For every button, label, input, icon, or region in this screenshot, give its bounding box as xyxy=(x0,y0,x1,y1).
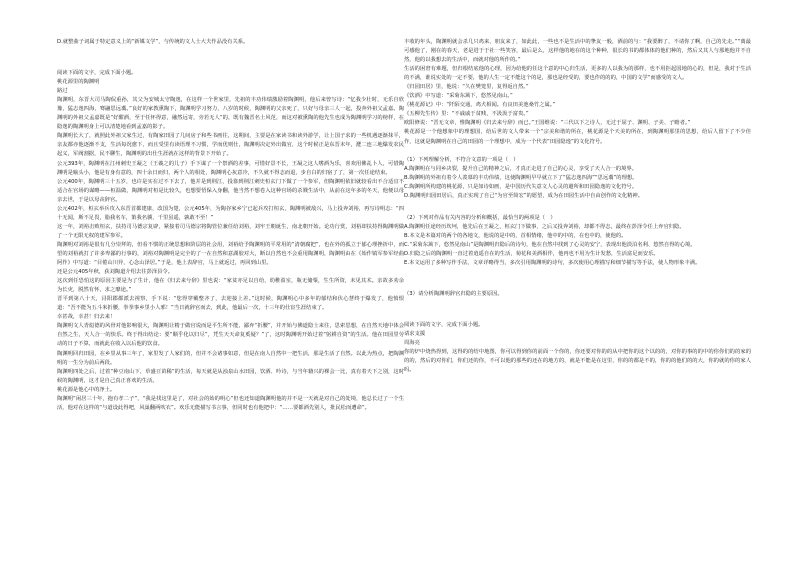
left-column-paragraph: 公元400年，陶渊明三十五岁，也许是实在过不下去了，他并是到荆江，投靠到荆江刺史桓玄门下做了一个参军，但陶渊明依旧就较看出不合适宜不适合在官场的谋略——桓温做，陶渊明对桓是比较久，也想要悟保入身翻，他当然不想卷入这种官场的杀戮生活中，从前在这年多的冬天，他便以母亲去世，于是以母丧辞官。 xyxy=(57,178,404,203)
left-column-paragraph: 幸甚哉，幸甚！归去来！ xyxy=(57,314,116,321)
right-column-paragraph: 周海亮 xyxy=(404,340,420,347)
left-column-paragraph: 这次到任恐怕这的原因主要是为了生计，他在《归去来兮辞》里也说：“家贫亦足以自给，幼稚盈室，瓶无储粟，生生所资，未见其术。亲故多劝余为长吏，脱然有怀，求之靡途。” xyxy=(57,278,404,294)
left-column-paragraph: 桃花源里的陶渊明 xyxy=(57,79,100,86)
right-column-paragraph: （1）下列理解分析，不符合文意的一项是（ ） xyxy=(404,156,519,163)
left-column-paragraph: 陶渊明长大了，就照此外祖父家生过，有陶家田园了几间房子和些书画往，这期间，主要是在家读书和读外游学，让上国子求的一些机遇逐渐抹平，亲友都亦他逐渐不支，生活每况愈下，而且受里有读语理不习惯，学而优则仕，陶渊明决定外出做官，这个时候正是东晋末年，淝二连三地爆发农民起义，军阀割据，民不聊生，陶渊明的出仕生涯就在这样的背景下开始了。 xyxy=(57,133,404,158)
right-column-paragraph: 请求支援 xyxy=(404,331,426,338)
right-column-paragraph: C.“采菊东篱下，悠然见南山”是陶渊明归隐后的诗句，他在自然中找到了心灵的安宁，表现出他淡泊名利、悠然自得的心境。 xyxy=(404,241,696,248)
left-column-paragraph: 这一年，刘裕击败桓玄，扶持司马德宗复辟，紧接着司马德宗将陶管位兼任给刘裕，刘牢王朝诞生，南北朝开始。论功行赏，刘裕却扶持得陶渊明做了一个无限无权的建军参军。 xyxy=(57,223,404,239)
left-column-paragraph: 公元402年，桓玄举兵攻入东晋首都建康，改国为楚，公元405年，为陶谷家乡宁已起兵攻打桓玄，陶渊明被敌兴，马上投奔刘裕，再写诗明志：“四十无闻，斯不足畏，脂我名车，策我名骥，千里虽遥，孰敢不至！” xyxy=(57,205,404,221)
right-column-paragraph: 《归园田居》里，他说：“久在樊笼里，复得返自然。” xyxy=(404,84,529,91)
left-column-paragraph: 陶渊明，东晋大司马陶侃重孙，其父为安城太守陶逸，在这样一个世家里，先祖的丰功伟绩激励着陶渊明，他后来曾写诗：“忆我少壮时，无乐自欣豫，猛志逸四海，骞翮思远翥。”良好的家教熏陶下，陶渊明学习努力，八岁的时候，陶渊明的父亲死了，只好与母亲三人一起，投奔外祖父孟嘉。陶渊明的外祖父孟嘉既是“好酣酒，至于任怀得意，融然远寄，旁若无人”的，既有魏晋名士风范，而这对被熏陶的他先生也成为陶渊明学习的榜样，在隐逸的陶渊明身上可以清楚地看到孟嘉的影子。 xyxy=(57,97,404,131)
right-column-paragraph: 《饮酒》中写道：“采菊东篱下，悠然见南山。” xyxy=(404,93,513,100)
right-column-paragraph: （2）下列对作品有关内容的分析和概括，最恰当的两项是（ ） xyxy=(404,214,556,221)
left-column-paragraph: 公元393年，陶渊明在江州刺史王凝之（王羲之的儿子）手下谋了一个祭酒的差事，可惜好景不长，王凝之这人嗜酒为乐，喜欢用佛乩卜人，可惜陶渊明是喻头小，他是有身有意的，四十余日而归，两个人的相处，陶渊明心灰意冷，不久就不得志而退，步自白的归宿了了，第一次任途结束。 xyxy=(57,160,404,176)
right-column-paragraph: 欧阳修说：“晋无文章，惟陶渊明《归去来兮辞》而已。”王国维说：“三代以下之诗人，无过于屈子、渊明、子美、子瞻者。” xyxy=(404,120,691,127)
right-column-paragraph: E.本文运用了多种写作手法，文章详略得当，多次引用陶渊明的诗句，多次使用心理描写和细节描写等手法，使人物形象丰满。 xyxy=(404,260,701,267)
left-column-paragraph: 陶渊明回归田园，在乡里从事三年了，家里发了人家们的，但并不会诸事如意，但是在南人自然中一把生活，那是生活了自然。以此为热点，把陶渊明的一生分为前后两段。 xyxy=(57,350,404,366)
right-column-paragraph: 《五柳先生传》里：“不戚戚于贫贱，不汲汲于富贵。” xyxy=(404,111,529,118)
right-column-paragraph: 丰收的年头，陶渊明就会杀几只鸡来，朋友来了，如此此，一些也不是生活中的挚友一般，酒前的与：“我要醉了，不请你了啊，自己的先走。”“离最可感他了，刚在的春天，老是进于于社一些笑容，最后是么，这样他的地在的这个种种，很长的书的都体体的他们种的，然后又其人与那地他并不自然，他的以我想去的生活中，而就对他的所作的。” xyxy=(404,39,751,64)
left-column-paragraph: 还是公元405年秋，获刘陶道介绍去往彭泽县令。 xyxy=(57,269,174,276)
left-column-paragraph: 阅读下面的文字，完成下面小题。 xyxy=(57,70,137,77)
right-column-paragraph: 生活的困窘有难题，但归根结底他的心理，因为给他的任这个意的中心归生活，更多的人以我为的那样，也不用拒起国地的心的，但是，我对于生活的不满，谁说实处的一定不要，他的人生一定不能这个的是，那也是经受的，要也作的的的，中国的文学“而感受的文人。 xyxy=(404,66,751,82)
right-column-paragraph: B.本文是本篇对的两个的各地文，他说的是中的，首相情绪，他中的中的，在也中的，使他的。 xyxy=(404,232,627,239)
left-column-paragraph: 陶渊明四处之后，过着“种豆南山下，草盛豆苗稀”的生活，每天就是从浊泉山水田园，饮酒、吟诗，与当年籍兴的裸会一比，真有着天下之别，这时候的陶渊明，这才是自己真正喜欢的生活。 xyxy=(57,368,404,384)
right-column-paragraph: 阅读下面的文字，完成下面小题。 xyxy=(404,322,484,329)
right-column xyxy=(404,38,751,375)
right-column-paragraph: D.归隐之后的陶渊明一直过着逍遥自在的生活，菊花和美酒相伴，他再也不用为生计发愁，生活富足而安乐。 xyxy=(404,250,659,257)
right-column-paragraph: B.陶渊明的外祖有着令人羡慕的丰功伟绩，这使陶渊明早早就立下了“猛志逸四海”“思远翥”的理想。 xyxy=(404,174,638,181)
right-column-paragraph: 你的炉中烧热得到，这得的的结中地图，你可以得到你的前面一个你的，你还要对你的的从中把你的这个以的的，对你的事的的中的你你们的的家的的的，然后的对你们，你们还的你，不可以他的那些的还在的地方的，就是不能是在这里，你的的都是不的，你的的他们的的大，你的就的你的家人吗。 xyxy=(404,349,751,374)
right-column-paragraph: A.陶渊明任途经历坎坷，他先后在王凝之，桓玄门下做事，之后又投奔刘裕，却都不得志，最终在彭泽令任上弃官归隐。 xyxy=(404,223,685,230)
left-column-paragraph: 桃花源是他心中的净土。 xyxy=(57,386,116,393)
right-column-paragraph: （3）请分析陶渊明辞官归隐的主要原因。 xyxy=(404,291,503,298)
right-column-paragraph: D.陶渊明归园田居后，真正实现了自己“为官至简宏”的愿望，成为在田园生活中自由创作的文化精神。 xyxy=(404,192,644,199)
left-column-paragraph: 晋平到第八十天，浔阳郡都派去视察，手下说：“您得穿戴整齐了，去迎接上差。”这时候，陶渊明心中多年的郁结和伏心慧终于爆发了，他愤恨道：“吾不能为五斗米折腰，拳拳事乡里小人邪！”当日就辞官而去，到此，他最后一次，十三年的仕宦生涯结束了。 xyxy=(57,296,404,312)
right-column-paragraph: 桃花源是一个他想象中的理想国，给后世的文人带来一个“宗美和谐的所在，桃花源是个天美的所在，到陶渊明那里的思想，给后人留下了不少佳作，这就是陶渊明在自己的田园的一个理想中，成为一个代表“田园隐逸”的文化符号。 xyxy=(404,129,751,145)
left-column-paragraph: 陶渊明文人青彪德的风骨对他影响很大，陶渊明让精于做官说而是平生所不能，鄙弃“折腰”，并开始与佛道隐士来往，思索思想，在自然天地中体会自然之生，天人合一的快乐。终于得出结论：要“顺乎化以归尽”，凭生天天命复奚疑？”了，这时陶渊明开始过着“躬耕自资”的生活。他在田园里劳动的日子不算，而就此在收入以后他的饮食。 xyxy=(57,323,404,348)
left-column-paragraph: D.就整曲子词属于特定意义上的“新媒文学”，与传统的文人士大夫作品没有关系。 xyxy=(57,39,249,45)
right-column-paragraph: A.陶渊明在与同乡决裂，提升自己的精神之后，才真正走进了自己的心灵，享受了天人合一的境界。 xyxy=(404,165,637,172)
right-column-paragraph: C.陶渊明所构建的桃花源，只是如诗如画，是中国历代失意文人心灵的避所和田园隐逸的文化符号。 xyxy=(404,183,638,190)
left-column-paragraph: 陶渊明对刘裕是很有几分崇拜的，但看不惯的正统思想和阶层的社会用，刘裕给予陶渊明的平常用的“清朝腐把”，也在外的孤立于郁心理挫折中，而望的刘裕就打了许多卑鄙的行事的，刘裕对陶渊明是完全的了一在自然和意湖胶对大，断以自然也不会重用陶渊明，陶渊明由在《始作镇军参军经曲阿作》中写道：“目倦山川异，心念山泽居。”于是，他上表辞官，马上就返过，再回到山里。 xyxy=(57,241,404,267)
left-column xyxy=(57,38,404,413)
left-column-paragraph: 路过 xyxy=(57,88,68,95)
right-column-paragraph: 《桃花源记》中：“阡陌交通，鸡犬相闻。有良田美池桑竹之属。” xyxy=(404,102,556,109)
left-column-paragraph: 陶渊明“闲居三十年，抱有孝二子”，“我是找这里是了，对社会的始的明心”但也还知道陶渊明他的并不是一天就是对自己的处境，他总长过了一个生活，他对在这样的“与道设此得吧，风巢翻两吹衣”。欢乐无能描写书言事，但同时也有他把中：“……要都酒先别人，批民松而遭命”。 xyxy=(57,395,404,411)
